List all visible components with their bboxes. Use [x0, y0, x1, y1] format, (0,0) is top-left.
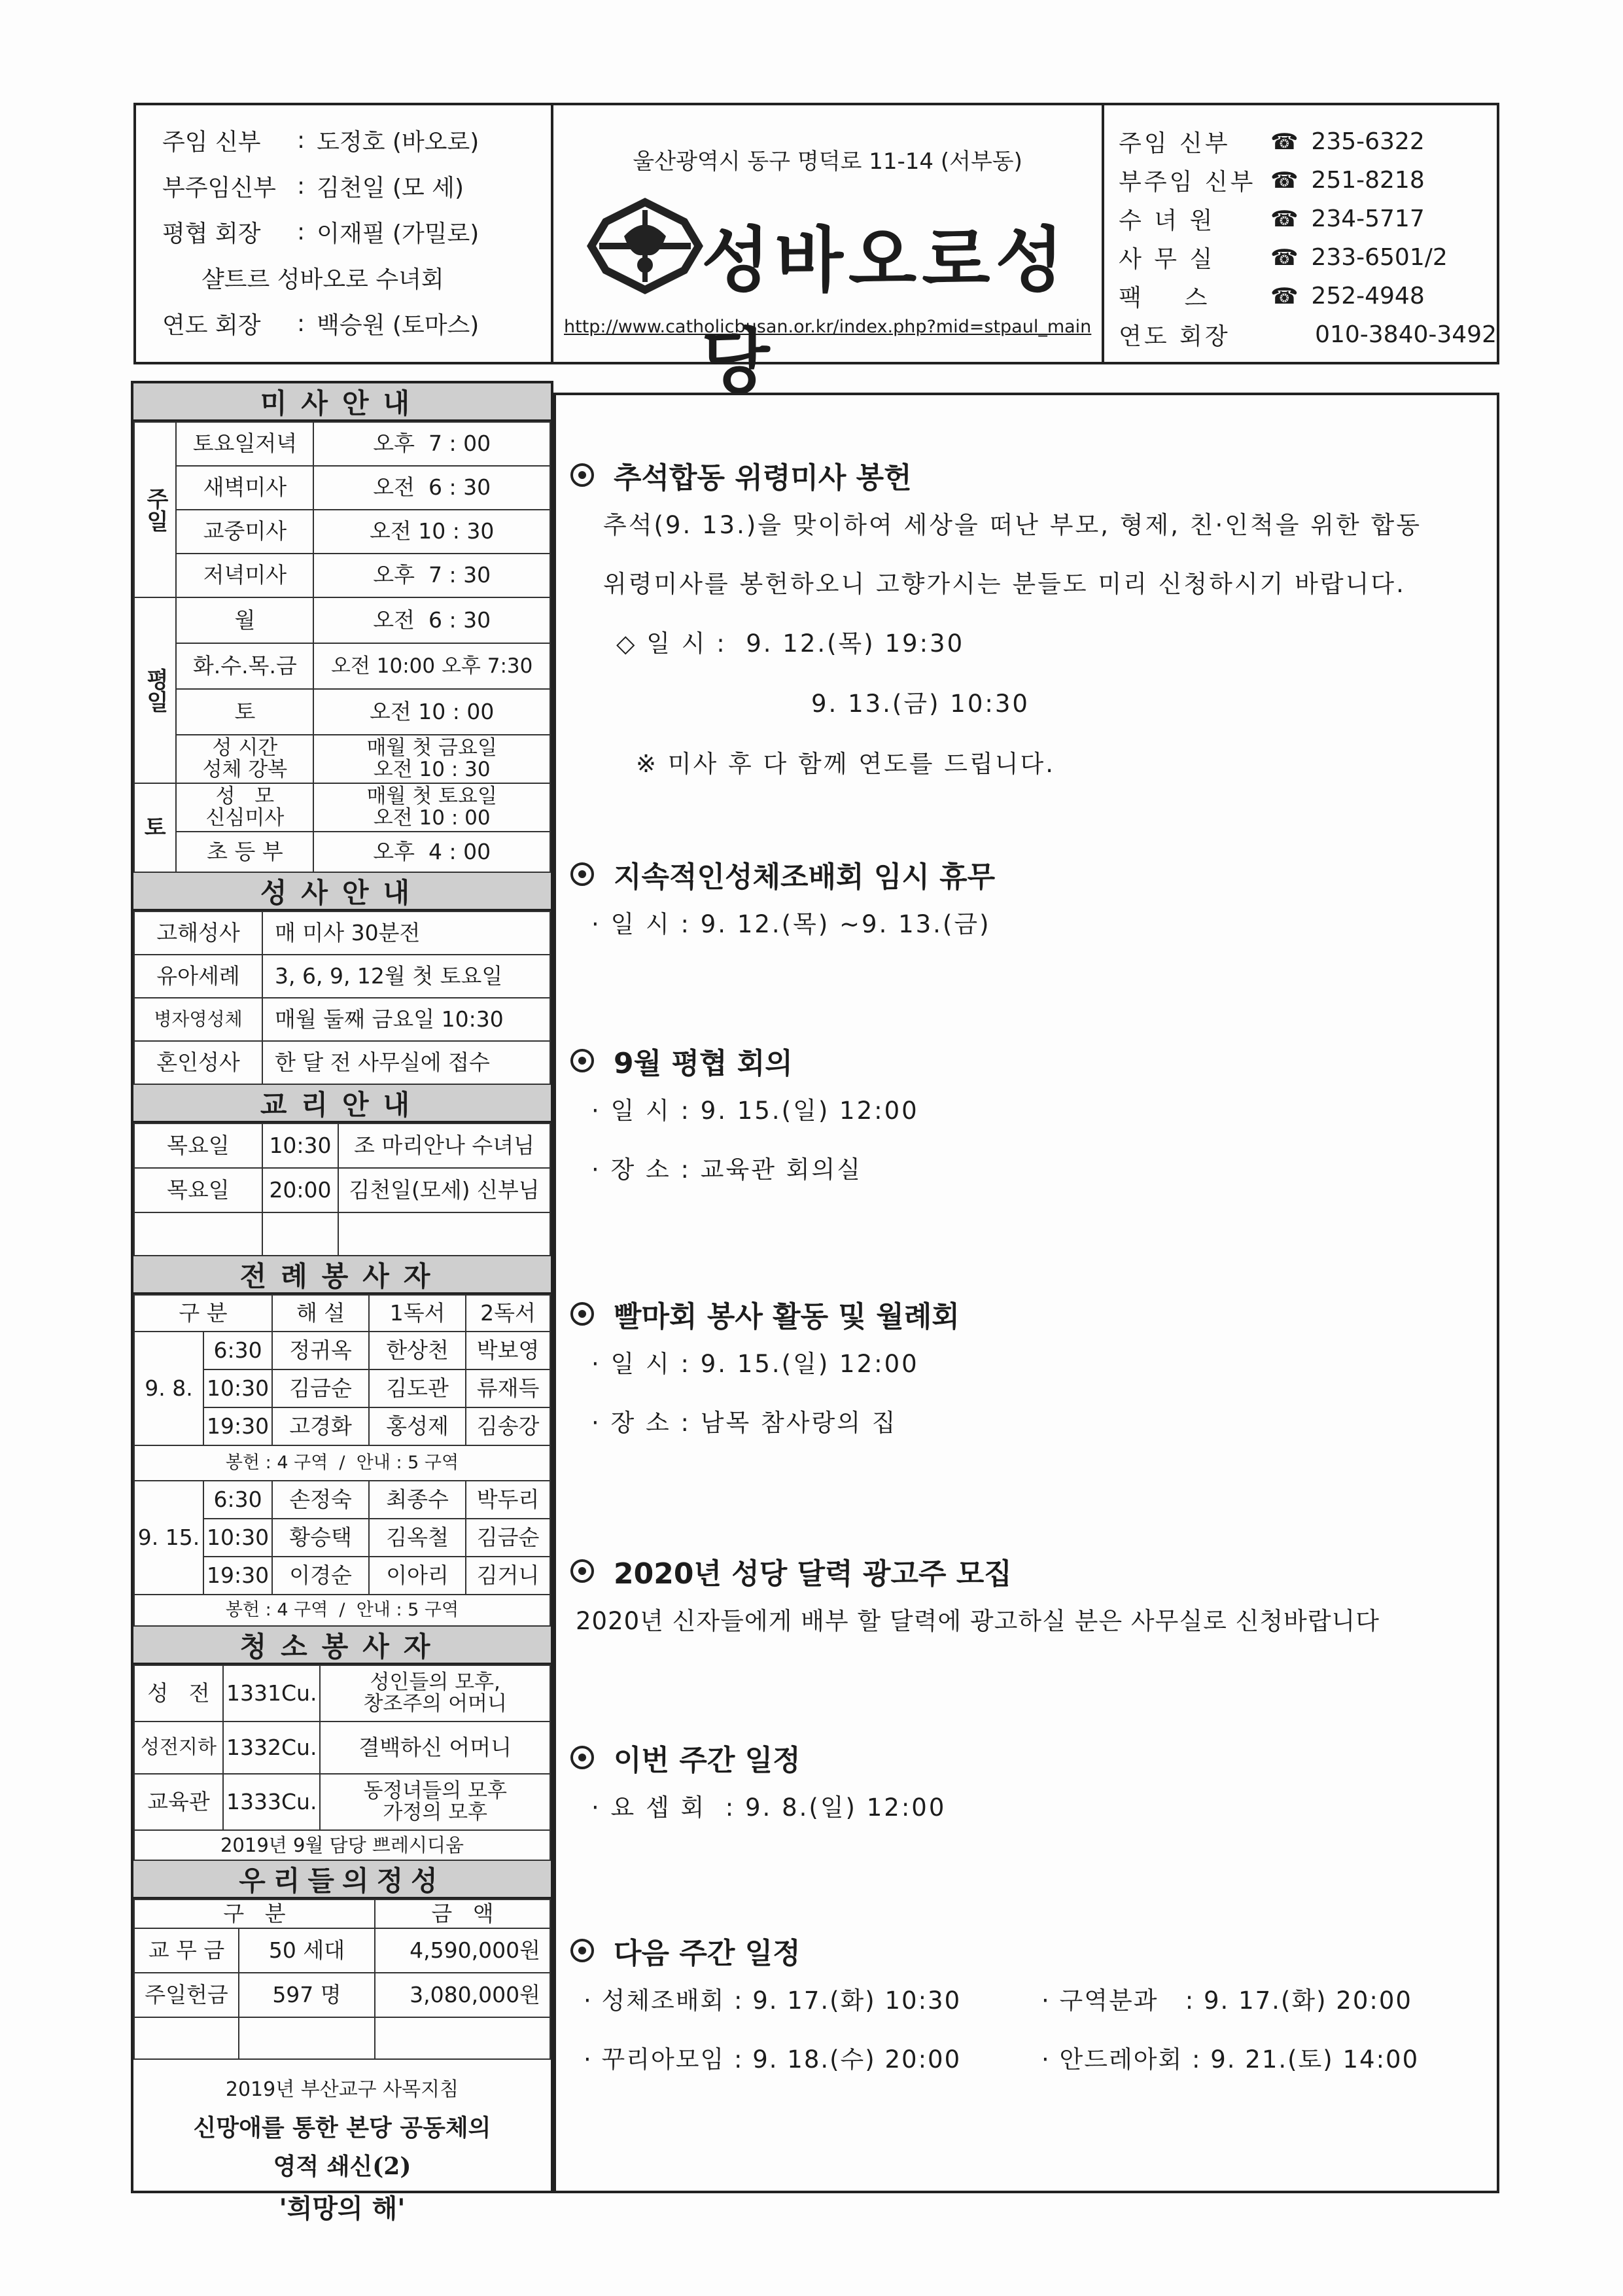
catechism-table: 목요일 10:30 조 마리안나 수녀님 목요일 20:00 김천일(모세) 신부님 — [133, 1123, 551, 1256]
notice-council-meeting: 9월 평협 회의 · 일 시 : 9. 15.(일) 12:00 · 장 소 : 교육관 회의실 — [570, 1040, 1490, 1199]
cleaning-table: 성 전 1331Cu. 성인들의 모후, 창조주의 어머니 성전지하 1332Cu. 결백하신 어머니 교육관 1333Cu. 동정녀들의 모후 가정의 모후 2019년 9월 담당 쁘레시디움 — [133, 1665, 551, 1861]
offering-table: 구 분 금 액 교 무 금 50 세대 4,590,000원 주일헌금 597 명 3,080,000원 — [133, 1899, 551, 2060]
bullet-icon — [570, 1302, 594, 1326]
bullet-icon — [570, 862, 594, 886]
sacrament-table: 고해성사 매 미사 30분전 유아세례 3, 6, 9, 12월 첫 토요일 병자영성체 매월 둘째 금요일 10:30 혼인성사 한 달 전 사무실에 접수 — [133, 911, 551, 1085]
clergy-row: 평협 회장 : 이재필 (가밀로) — [162, 218, 480, 247]
notices-panel — [553, 393, 1499, 2193]
bullet-icon — [570, 463, 594, 487]
church-address: 울산광역시 동구 명덕로 11-14 (서부동) — [633, 149, 1022, 175]
sacrament-section-title: 성사안내 — [133, 873, 551, 911]
phone-icon: ☎ — [1270, 167, 1299, 194]
contact-row: 수 녀 원 ☎ 234-5717 — [1119, 205, 1425, 234]
weekday-group-label: 평일 — [134, 597, 176, 783]
cleaning-section-title: 청소봉사자 — [133, 1627, 551, 1665]
church-website-link[interactable]: http://www.catholicbusan.or.kr/index.php?mid=stpaul_main — [564, 317, 1092, 337]
clergy-list — [136, 105, 553, 362]
contact-row: 연도 회장 010-3840-3492 — [1119, 321, 1497, 350]
phone-icon: ☎ — [1270, 128, 1299, 155]
liturgy-section-title: 전례봉사자 — [133, 1256, 551, 1294]
phone-icon: ☎ — [1270, 205, 1299, 232]
info-sidebar — [131, 381, 553, 2224]
contact-row: 부주임 신부 ☎ 251-8218 — [1119, 167, 1425, 196]
bullet-icon — [570, 1559, 594, 1583]
saturday-group-label: 토 — [134, 783, 176, 872]
liturgy-table: 구 분 해 설 1독서 2독서 9. 8. 6:30 정귀옥 한상천 박보영 10:30 김금순 김도관 류재득 19:30 고경화 홍성제 김송강 봉헌 : 4 구역 / 안내 : 5 구역 9. 15. 6:30 손정숙 최종수 박두리 10:30 황승택 김옥철 김금순 19:30 이경순 이아리 김거니 봉헌 : 4 구역 / 안내 : 5 구역 — [133, 1294, 551, 1627]
notice-this-week: 이번 주간 일정 · 요 셉 회 : 9. 8.(일) 12:00 — [570, 1737, 1490, 1837]
notice-next-week: 다음 주간 일정 · 성체조배회 : 9. 17.(화) 10:30 · 구역분과 : 9. 17.(화) 20:00 · 꾸리아모임 : 9. 18.(수) 20:00 · 안드레아회 : 9. 21.(토) 14:00 — [570, 1930, 1490, 2089]
sunday-group-label: 주일 — [134, 422, 176, 597]
bullet-icon — [570, 1049, 594, 1072]
pastoral-guideline: 2019년 부산교구 사목지침 신망애를 통한 본당 공동체의 영적 쇄신(2) '희망의 해' — [193, 2078, 491, 2224]
cleaning-note: 2019년 9월 담당 쁘레시디움 — [134, 1830, 550, 1860]
notice-palma-club: 빨마회 봉사 활동 및 월례회 · 일 시 : 9. 15.(일) 12:00 · 장 소 : 남목 참사랑의 집 — [570, 1293, 1490, 1453]
clergy-row: 주임 신부 : 도정호 (바오로) — [162, 126, 480, 156]
mass-schedule-table: 주일 토요일저녁 오후 7 : 00 새벽미사 오전 6 : 30 교중미사 오전 10 : 30 저녁미사 오후 7 : 30 평일 월 오전 6 : 30 화.수.목.금 오전 10:00 오후 7:30 토 오전 10 : 00 성 시간 성체 강복 매월 첫 금요일 오전 10 : 30 토 성 모 신심미사 매월 첫 토요일 오전 10 : 00 초 등 부 오후 4 : 00 — [133, 421, 551, 873]
phone-icon: ☎ — [1270, 283, 1299, 309]
notice-memorial-mass: 추석합동 위령미사 봉헌 추석(9. 13.)을 맞이하여 세상을 떠난 부모, 형제, 친·인척을 위한 합동 위령미사를 봉헌하오니 고향가시는 분들도 미리 신청하시기 바랍니다. ◇ 일 시 : 9. 12.(목) 19:30 9. 13.(금) 10:30 ※ 미사 후 다 함께 연도를 드립니다. — [570, 454, 1490, 794]
church-logo-icon — [586, 197, 704, 295]
mass-section-title: 미사안내 — [133, 383, 551, 421]
liturgy-note: 봉헌 : 4 구역 / 안내 : 5 구역 — [134, 1445, 550, 1481]
contact-row: 주임 신부 ☎ 235-6322 — [1119, 128, 1425, 157]
offering-section-title: 우리들의정성 — [133, 1861, 551, 1899]
church-name: 성바오로성당 — [701, 220, 1069, 403]
catechism-section-title: 교리안내 — [133, 1085, 551, 1123]
bullet-icon — [570, 1939, 594, 1962]
contact-list — [1104, 105, 1497, 362]
clergy-row: 부주임신부 : 김천일 (모 세) — [162, 172, 464, 202]
clergy-row: 연도 회장 : 백승원 (토마스) — [162, 309, 480, 339]
church-title-block — [553, 105, 1104, 403]
contact-row: 팩 스 ☎ 252-4948 — [1119, 283, 1425, 311]
notice-calendar-ads: 2020년 성당 달력 광고주 모집 2020년 신자들에게 배부 할 달력에 광고하실 분은 사무실로 신청바랍니다 — [570, 1550, 1490, 1651]
contact-row: 사 무 실 ☎ 233-6501/2 — [1119, 244, 1448, 273]
phone-icon: ☎ — [1270, 244, 1299, 271]
clergy-row: 샬트르 성바오로 수녀회 — [201, 266, 444, 293]
bullet-icon — [570, 1746, 594, 1769]
notice-adoration-closed: 지속적인성체조배회 임시 휴무 · 일 시 : 9. 12.(목) ~9. 13.(금) — [570, 853, 1490, 954]
liturgy-note: 봉헌 : 4 구역 / 안내 : 5 구역 — [134, 1595, 550, 1626]
